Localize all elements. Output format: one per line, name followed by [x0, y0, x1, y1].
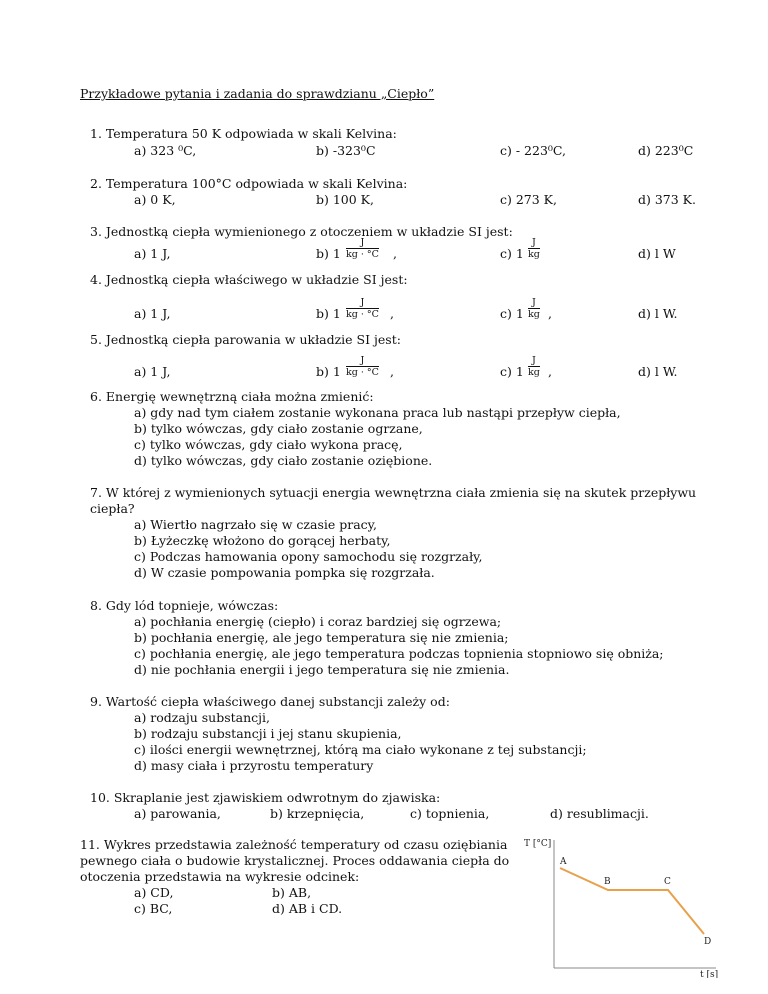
question-7-option-d: d) W czasie pompowania pompka się rozgrzała. [134, 565, 435, 580]
question-4-option-d: d) l W. [638, 306, 678, 321]
question-4-option-c-fraction: $\frac{J}{kg}$ [528, 297, 540, 320]
question-5-option-c-comma: , [548, 364, 552, 379]
question-8-option-b: b) pochłania energię, ale jego temperatura się nie zmienia; [134, 630, 509, 645]
question-7-option-b: b) Łyżeczkę włożono do gorącej herbaty, [134, 533, 391, 548]
question-8-option-a: a) pochłania energię (ciepło) i coraz bardziej się ogrzewa; [134, 614, 502, 629]
question-11-text-line1: 11. Wykres przedstawia zależność temperatury od czasu oziębiania [80, 837, 508, 852]
question-6-option-c: c) tylko wówczas, gdy ciało wykona pracę, [134, 437, 403, 452]
question-11-option-a: a) CD, [134, 885, 174, 900]
question-4-option-c-comma: , [548, 306, 552, 321]
question-4-option-b: b) 1 [316, 306, 341, 321]
point-d-label: D [704, 937, 712, 947]
question-5-option-b-comma: , [390, 364, 394, 379]
question-7-option-a: a) Wiertło nagrzało się w czasie pracy, [134, 517, 378, 532]
point-b-label: B [604, 877, 611, 887]
question-7-text-line2: ciepła? [90, 501, 135, 516]
question-4-option-b-comma: , [390, 306, 394, 321]
question-11-text-line2: pewnego ciała o budowie krystalicznej. Proces oddawania ciepła do [80, 853, 510, 868]
question-2-text: 2. Temperatura 100°C odpowiada w skali Kelvina: [90, 176, 408, 191]
question-6-text: 6. Energię wewnętrzną ciała można zmienić: [90, 389, 374, 404]
question-2-option-c: c) 273 K, [500, 192, 557, 207]
question-5-option-d: d) l W. [638, 364, 678, 379]
question-9-text: 9. Wartość ciepła właściwego danej substancji zależy od: [90, 694, 450, 709]
question-4-text: 4. Jednostką ciepła właściwego w układzie SI jest: [90, 272, 408, 287]
question-6-option-a: a) gdy nad tym ciałem zostanie wykonana praca lub nastąpi przepływ ciepła, [134, 405, 621, 420]
question-10-option-c: c) topnienia, [410, 806, 490, 821]
question-1-option-b: b) -323⁰C [316, 143, 376, 158]
question-7-text-line1: 7. W której z wymienionych sytuacji energia wewnętrzna ciała zmienia się na skutek przepływu [90, 485, 697, 500]
question-5-option-b-fraction: $\frac{J}{kg \cdot ^\circ C}$ [346, 355, 379, 378]
question-3-option-d: d) l W [638, 246, 676, 261]
question-3-option-b-comma: , [393, 246, 397, 261]
question-10-option-a: a) parowania, [134, 806, 221, 821]
question-6-option-b: b) tylko wówczas, gdy ciało zostanie ogrzane, [134, 421, 423, 436]
question-8-text: 8. Gdy lód topnieje, wówczas: [90, 598, 279, 613]
question-11-text-line3: otoczenia przedstawia na wykresie odcinek: [80, 869, 360, 884]
question-10-option-b: b) krzepnięcia, [270, 806, 365, 821]
question-9-option-b: b) rodzaju substancji i jej stanu skupienia, [134, 726, 402, 741]
question-1-option-d: d) 223⁰C [638, 143, 694, 158]
question-5-text: 5. Jednostką ciepła parowania w układzie SI jest: [90, 332, 401, 347]
question-7-option-c: c) Podczas hamowania opony samochodu się rozgrzały, [134, 549, 483, 564]
question-9-option-d: d) masy ciała i przyrostu temperatury [134, 758, 374, 773]
question-3-text: 3. Jednostką ciepła wymienionego z otoczeniem w układzie SI jest: [90, 224, 513, 239]
question-5-option-a: a) 1 J, [134, 364, 171, 379]
question-11-option-c: c) BC, [134, 901, 173, 916]
question-4-option-b-fraction: $\frac{J}{kg \cdot ^\circ C}$ [346, 297, 379, 320]
point-a-label: A [560, 857, 567, 867]
question-8-option-c: c) pochłania energię, ale jego temperatura podczas topnienia stopniowo się obniża; [134, 646, 664, 661]
question-11-option-b: b) AB, [272, 885, 312, 900]
question-1-text: 1. Temperatura 50 K odpowiada w skali Kelvina: [90, 126, 397, 141]
question-10-text: 10. Skraplanie jest zjawiskiem odwrotnym do zjawiska: [90, 790, 441, 805]
cooling-graph [510, 830, 730, 978]
question-4-option-c: c) 1 [500, 306, 524, 321]
question-1-option-c: c) - 223⁰C, [500, 143, 567, 158]
question-3-option-b: b) 1 [316, 246, 341, 261]
question-6-option-d: d) tylko wówczas, gdy ciało zostanie oziębione. [134, 453, 433, 468]
question-5-option-c: c) 1 [500, 364, 524, 379]
question-9-option-a: a) rodzaju substancji, [134, 710, 270, 725]
question-2-option-a: a) 0 K, [134, 192, 176, 207]
question-5-option-b: b) 1 [316, 364, 341, 379]
question-9-option-c: c) ilości energii wewnętrznej, którą ma ciało wykonane z tej substancji; [134, 742, 587, 757]
question-10-option-d: d) resublimacji. [550, 806, 649, 821]
question-3-option-b-fraction: $\frac{J}{kg \cdot ^\circ C}$ [346, 237, 379, 260]
question-5-option-c-fraction: $\frac{J}{kg}$ [528, 355, 540, 378]
question-2-option-d: d) 373 K. [638, 192, 696, 207]
question-11-option-d: d) AB i CD. [272, 901, 343, 916]
worksheet-title: Przykładowe pytania i zadania do sprawdzianu „Ciepło” [80, 86, 435, 101]
cooling-curve [560, 868, 704, 934]
question-2-option-b: b) 100 K, [316, 192, 374, 207]
question-3-option-a: a) 1 J, [134, 246, 171, 261]
question-3-option-c-fraction: $\frac{J}{kg}$ [528, 237, 540, 260]
point-c-label: C [664, 877, 671, 887]
x-axis-label: t [s] [700, 970, 719, 978]
question-3-option-c: c) 1 [500, 246, 524, 261]
question-4-option-a: a) 1 J, [134, 306, 171, 321]
question-8-option-d: d) nie pochłania energii i jego temperatura się nie zmienia. [134, 662, 510, 677]
y-axis-label: T [°C] [524, 839, 552, 849]
question-1-option-a: a) 323 ⁰C, [134, 143, 197, 158]
